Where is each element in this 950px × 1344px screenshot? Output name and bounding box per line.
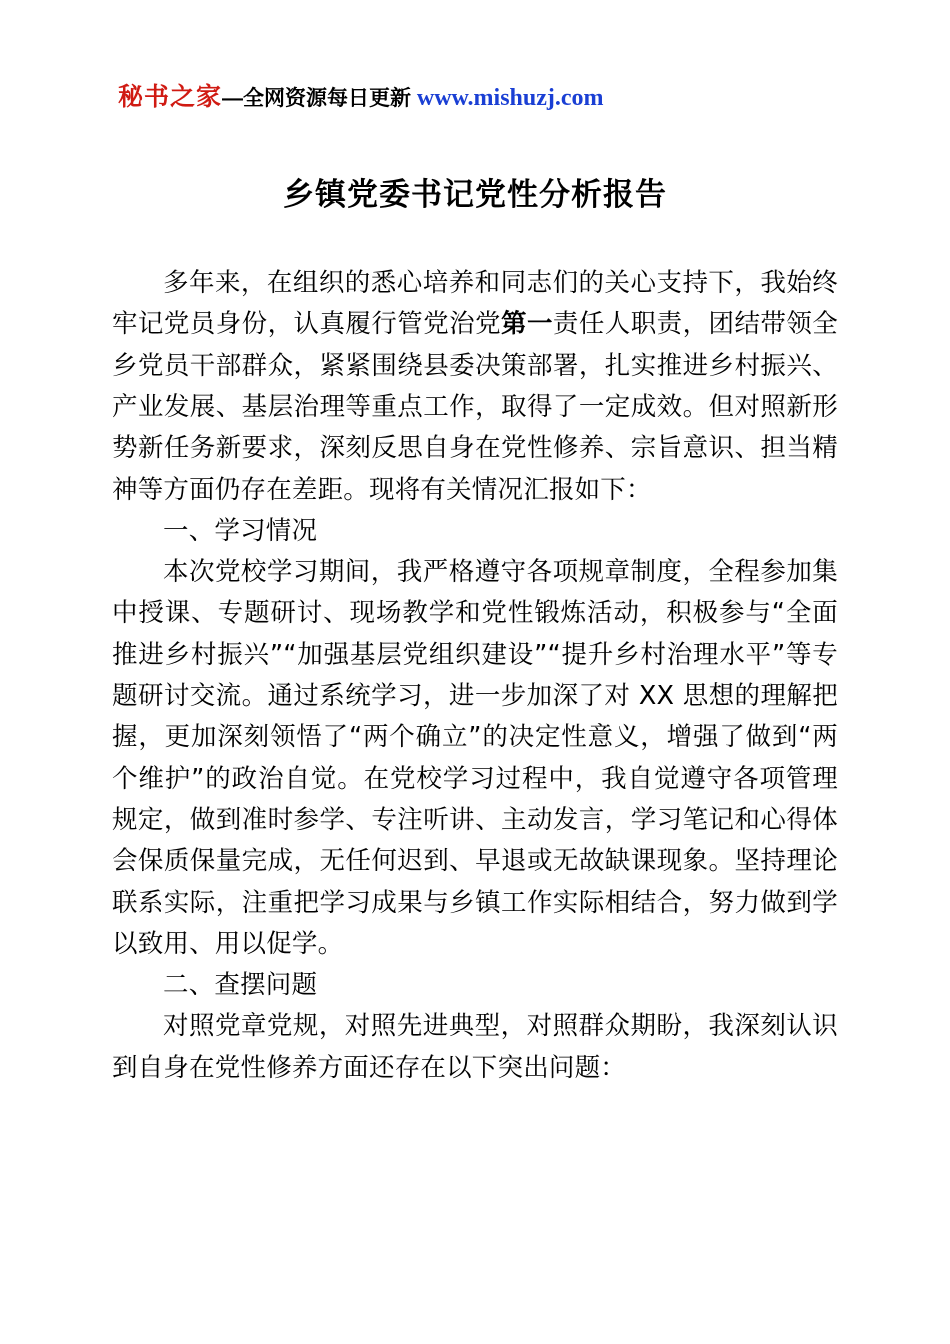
text-run: 对照党章党规，对照先进典型，对照群众期盼，我深刻认识到自身在党性修养方面还存在以下突出问题： [112, 1011, 838, 1083]
paragraph-study-body [112, 552, 838, 965]
text-run: 责任人职责，团结带领全乡党员干部群众，紧紧围绕县委决策部署，扎实推进乡村振兴、产业发展、基层治理等重点工作，取得了一定成效。但对照新形势新任务新要求，深刻反思自身在党性修养、宗旨意识、担当精神等方面仍存在差距。现将有关情况汇报如下： [112, 309, 838, 505]
watermark-url[interactable]: www.mishuzj.com [416, 85, 604, 111]
watermark-brand: 秘书之家 [118, 83, 223, 111]
emphasis-run: 第一 [501, 309, 553, 340]
text-run: 本次党校学习期间，我严格遵守各项规章制度，全程参加集中授课、专题研讨、现场教学和党性锻炼活动，积极参与“全面推进乡村振兴”“加强基层党组织建设”“提升乡村治理水平”等专题研讨交流。通过系统学习，进一步加深了对 XX 思想的理解把握，更加深刻领悟了“两个确立”的决定性意义，增强了做到“两个维护”的政治自觉。在党校学习过程中，我自觉遵守各项管理规定，做到准时参学、专注听讲、主动发言，学习笔记和心得体会保质保量完成，无任何迟到、早退或无故缺课现象。坚持理论联系实际，注重把学习成果与乡镇工作实际相结合，努力做到学以致用、用以促学。 [112, 557, 838, 959]
page-title: 乡镇党委书记党性分析报告 [283, 176, 667, 213]
document-body [112, 263, 838, 1089]
site-watermark [118, 82, 838, 113]
paragraph-intro [112, 263, 838, 511]
paragraph-heading-2 [112, 965, 838, 1006]
text-run: 一、学习情况 [163, 515, 318, 546]
text-run: 二、查摆问题 [163, 970, 318, 1001]
watermark-tagline: —全网资源每日更新 [222, 87, 417, 110]
paragraph-heading-1 [112, 511, 838, 552]
paragraph-problems-body [112, 1006, 838, 1089]
text-run: 多年来，在组织的悉心培养和同志们的关心支持下，我始终牢记党员身份，认真履行管党治党 [112, 268, 838, 340]
